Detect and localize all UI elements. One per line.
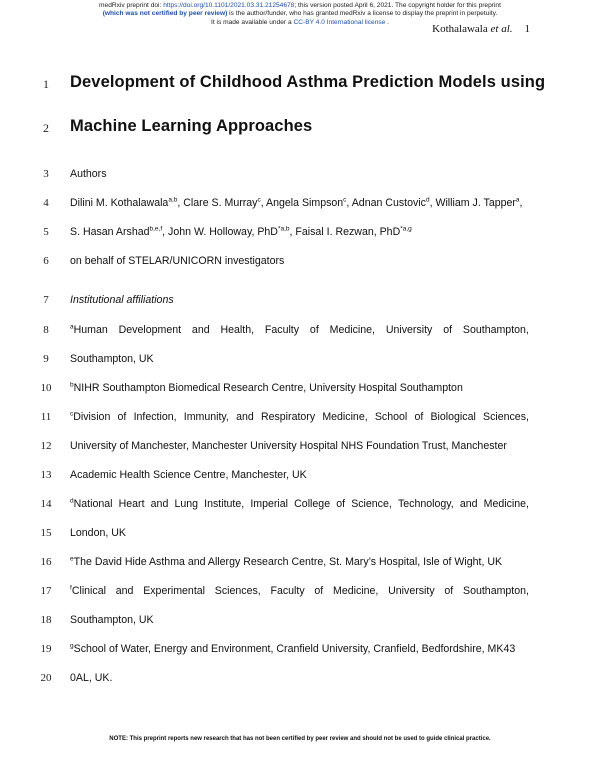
- doi-link[interactable]: https://doi.org/10.1101/2021.03.31.21254678: [163, 2, 295, 9]
- peer-review-notice: (which was not certified by peer review): [102, 10, 228, 18]
- line-number: 5: [43, 226, 49, 238]
- line-number: 16: [40, 556, 52, 568]
- line-number: 9: [43, 353, 49, 365]
- line-number: 10: [40, 382, 52, 394]
- line-number: 20: [40, 672, 52, 684]
- affiliations-heading: Institutional affiliations: [70, 294, 174, 306]
- author-list: Dilini M. Kothalawala$^{a,b}$, Clare S. Murray$^c$, Angela Simpson$^c$, Adnan Custovic$^d$, William J. Tapper$^a$,: [70, 196, 523, 209]
- affiliation-f: $^f$Clinical and Experimental Sciences, Faculty of Medicine, University of Southampton,: [70, 584, 529, 597]
- line-number: 18: [40, 614, 52, 626]
- affiliation-g-cont: 0AL, UK.: [70, 672, 113, 684]
- line-number: 12: [40, 440, 52, 452]
- banner-line-2: (which was not certified by peer review) is the author/funder, who has granted medRxiv a license to display the preprint in perpetuity.: [102, 10, 498, 18]
- line-number: 4: [43, 197, 49, 209]
- preprint-footer-note: NOTE: This preprint reports new research that has not been certified by peer review and should not be used to guide clinical practice.: [109, 736, 491, 742]
- affiliation-c-cont: University of Manchester, Manchester University Hospital NHS Foundation Trust, Manchester: [70, 440, 507, 452]
- authors-heading: Authors: [70, 168, 107, 180]
- author: S. Hasan Arshad: [70, 226, 150, 238]
- line-number: 11: [40, 411, 52, 423]
- running-head-author: Kothalawala: [432, 23, 491, 35]
- line-number: 8: [43, 324, 49, 336]
- affiliation-d-cont: London, UK: [70, 527, 126, 539]
- paper-title: Development of Childhood Asthma Prediction Models using: [70, 73, 546, 91]
- banner-line-3: It is made available under a CC-BY 4.0 International license .: [210, 18, 390, 26]
- affiliation-a-cont: Southampton, UK: [70, 353, 154, 365]
- investigators-note: on behalf of STELAR/UNICORN investigators: [70, 255, 285, 267]
- affiliation-b: $^b$NIHR Southampton Biomedical Research Centre, University Hospital Southampton: [70, 381, 463, 394]
- line-number: 19: [40, 643, 52, 655]
- line-number: 15: [40, 527, 52, 539]
- license-link[interactable]: CC-BY 4.0 International license: [293, 18, 386, 26]
- affiliation-c: $^c$Division of Infection, Immunity, and Respiratory Medicine, School of Biological Sciences,: [70, 410, 529, 423]
- line-number: 17: [40, 585, 52, 597]
- author: Faisal I. Rezwan, PhD: [295, 226, 401, 238]
- paper-title-continued: Machine Learning Approaches: [70, 117, 313, 135]
- banner-line-1: medRxiv preprint doi: https://doi.org/10.1101/2021.03.31.21254678; this version posted April 6, 2021. The copyright holder for this preprint: [99, 2, 501, 9]
- line-number: 13: [40, 469, 52, 481]
- line-number: 3: [43, 168, 49, 180]
- affiliation-d: $^d$National Heart and Lung Institute, Imperial College of Science, Technology, and Medicine,: [70, 497, 529, 510]
- author: John W. Holloway, PhD: [168, 226, 278, 238]
- affiliation-c-cont: Academic Health Science Centre, Manchester, UK: [70, 469, 307, 481]
- running-head: [432, 23, 530, 35]
- affiliation-e: $^e$The David Hide Asthma and Allergy Research Centre, St. Mary’s Hospital, Isle of Wight, UK: [70, 555, 503, 568]
- author: Clare S. Murray: [183, 197, 258, 209]
- page-number: 1: [524, 23, 530, 35]
- author-list: S. Hasan Arshad$^{b,e,f}$, John W. Holloway, PhD$^{*a,b}$, Faisal I. Rezwan, PhD$^{*a,g}$: [70, 225, 412, 238]
- line-number: 7: [43, 294, 49, 306]
- line-number: 2: [43, 121, 49, 135]
- author: Dilini M. Kothalawala: [70, 197, 169, 209]
- line-number: 14: [40, 498, 52, 510]
- author: Adnan Custovic: [351, 197, 426, 209]
- author: William J. Tapper: [435, 197, 516, 209]
- author: Angela Simpson: [266, 197, 344, 209]
- running-head-etal: et al.: [490, 23, 513, 35]
- affiliation-a: $^a$Human Development and Health, Faculty of Medicine, University of Southampton,: [70, 323, 529, 336]
- line-number: 6: [43, 255, 49, 267]
- line-number: 1: [43, 77, 49, 91]
- affiliation-g: $^g$School of Water, Energy and Environment, Cranfield University, Cranfield, Bedfordshire, MK43: [70, 642, 516, 655]
- affiliation-f-cont: Southampton, UK: [70, 614, 154, 626]
